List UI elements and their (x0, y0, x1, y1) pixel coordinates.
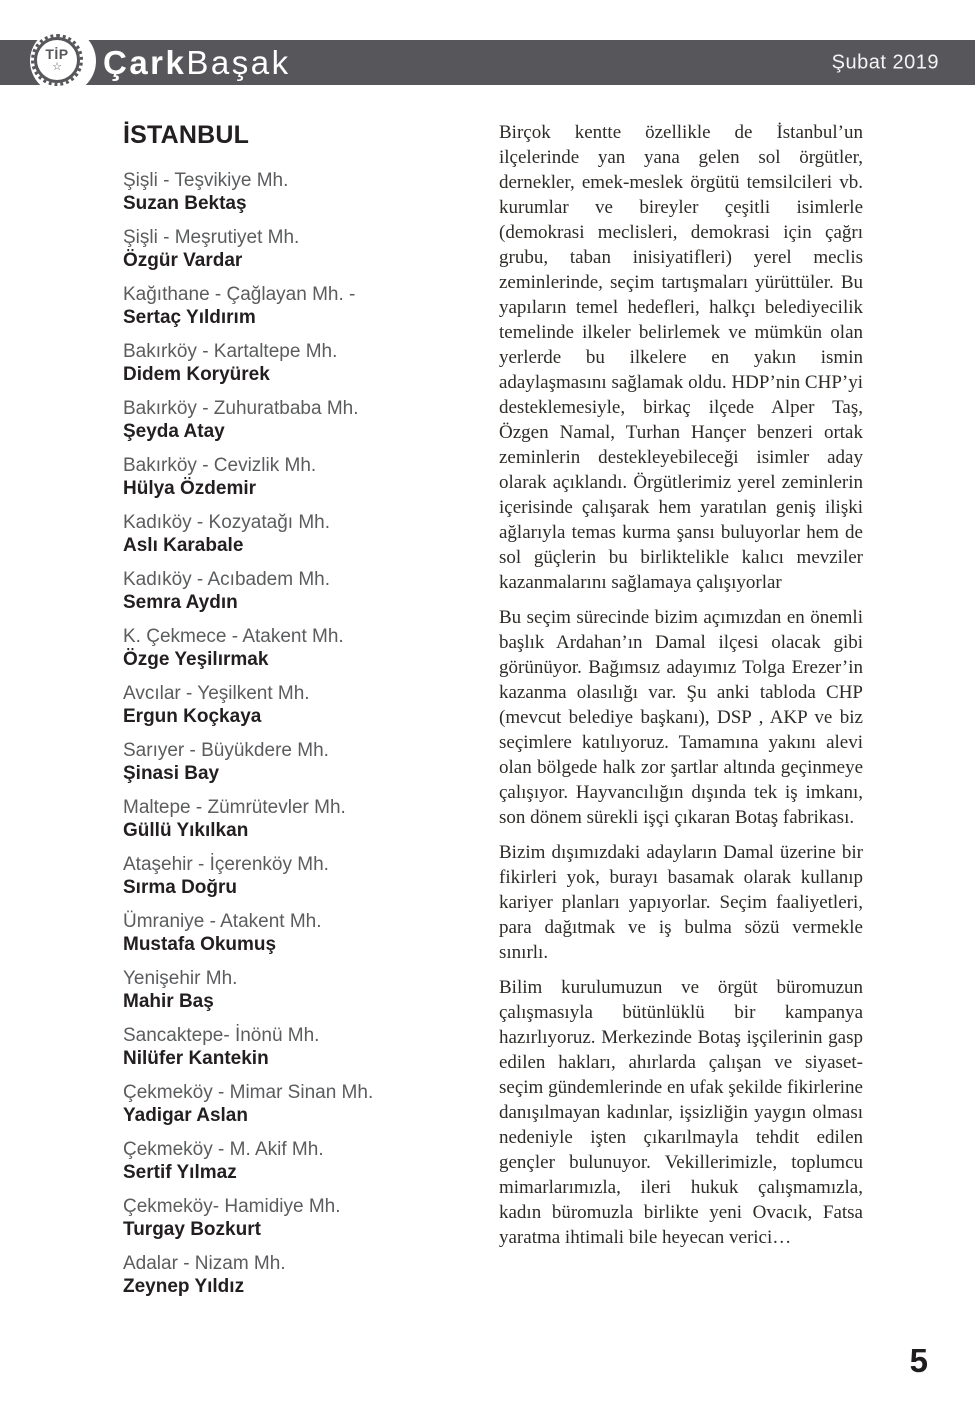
article-paragraph: Bu seçim sürecinde bizim açımızdan en önemli başlık Ardahan’ın Damal ilçesi olacak gibi görünüyor. Bağımsız adayımız Tolga Erezer’in kazanma olasılığı var. Şu anki tabloda CHP (mevcut belediye başkanı), DSP , AKP ve biz seçimlere katılıyoruz. Tamamına yakını alevi olan bölgede halk zor şartlar altında geçinmeye çalışıyor. Hayvancılığın dışında tek iş imkanı, son dönem sürekli işçi çıkaran Botaş fabrikası. (499, 607, 863, 828)
district-label: Çekmeköy - Mimar Sinan Mh. (123, 1082, 374, 1103)
district-label: Bakırköy - Zuhuratbaba Mh. (123, 398, 359, 419)
candidate-name: Özge Yeşilırmak (123, 649, 269, 670)
candidate-name: Özgür Vardar (123, 250, 243, 271)
district-label: K. Çekmece - Atakent Mh. (123, 626, 344, 647)
publication-title-light: Başak (186, 43, 291, 81)
page-number: 5 (909, 1342, 928, 1379)
candidate-name: Sertaç Yıldırım (123, 307, 256, 328)
district-label: Adalar - Nizam Mh. (123, 1253, 286, 1274)
list-item (123, 1195, 468, 1241)
list-item (123, 739, 468, 785)
list-item (123, 967, 468, 1013)
district-label: Bakırköy - Kartaltepe Mh. (123, 341, 338, 362)
candidate-name: Mahir Baş (123, 991, 214, 1012)
candidate-name: Nilüfer Kantekin (123, 1048, 269, 1069)
candidate-name: Didem Koryürek (123, 364, 270, 385)
candidate-column (123, 121, 468, 1309)
candidate-name: Aslı Karabale (123, 535, 244, 556)
list-item (123, 283, 468, 329)
list-item (123, 340, 468, 386)
district-label: Avcılar - Yeşilkent Mh. (123, 683, 310, 704)
district-label: Çekmeköy- Hamidiye Mh. (123, 1196, 341, 1217)
district-label: Sarıyer - Büyükdere Mh. (123, 740, 329, 761)
article-paragraph: Birçok kentte özellikle de İstanbul’un ilçelerinde yan yana gelen sol örgütler, dernekler, emek-meslek örgütü temsilcileri vb. kurumlar ve bireyler çeşitli isimlerle (demokrasi meclisleri, demokrasi için çağrı grubu, taban inisiyatifleri) yerel meclis zeminlerinde, seçim tartışmaları yürüttüler. Bu yapıların temel hedefleri, halkçı belediyecilik temelinde ilkeler belirlemek ve mümkün olan yerlerde bu ilkelere en yakın ismin adaylaşmasını sağlamak oldu. HDP’nin CHP’yi desteklemesiyle, birkaç ilçede Alper Taş, Özgen Namal, Turhan Hançer benzeri ortak zeminlerin destekleyebileceği isimler aday olarak açıklandı. Örgütlerimiz yerel zeminlerin içerisinde çalışarak hem yaratılan geniş ilişki ağlarıyla temas kurma şansı buluyorlar hem de sol güçlerin bu birliktelikle kalıcı mevziler kazanmalarını sağlamaya çalışıyorlar (499, 122, 863, 593)
publication-title-bold: Çark (103, 43, 187, 81)
candidate-name: Hülya Özdemir (123, 478, 257, 499)
candidate-name: Semra Aydın (123, 592, 238, 613)
candidate-name: Yadigar Aslan (123, 1105, 248, 1126)
tip-logo (30, 28, 96, 94)
masthead-bar (0, 40, 975, 85)
section-title: İSTANBUL (123, 121, 250, 149)
tip-logo-text: TİP (45, 46, 69, 62)
district-label: Kağıthane - Çağlayan Mh. - (123, 284, 356, 305)
list-item (123, 796, 468, 842)
candidate-name: Sertif Yılmaz (123, 1162, 237, 1183)
list-item (123, 1138, 468, 1184)
list-item (123, 910, 468, 956)
candidate-list (123, 169, 468, 1298)
district-label: Şişli - Meşrutiyet Mh. (123, 227, 300, 248)
district-label: Yenişehir Mh. (123, 968, 238, 989)
list-item (123, 226, 468, 272)
district-label: Şişli - Teşvikiye Mh. (123, 170, 289, 191)
district-label: Çekmeköy - M. Akif Mh. (123, 1139, 324, 1160)
candidate-name: Sırma Doğru (123, 877, 238, 898)
district-label: Ataşehir - İçerenköy Mh. (123, 854, 329, 875)
list-item (123, 682, 468, 728)
candidate-name: Turgay Bozkurt (123, 1219, 261, 1240)
list-item (123, 511, 468, 557)
list-item (123, 397, 468, 443)
article-paragraph: Bilim kurulumuzun ve örgüt büromuzun çalışmasıyla bütünlüklü bir kampanya hazırlıyoruz. Merkezinde Botaş işçilerinin gasp edilen hakları, ahırlarda çalışan ve siyaset-seçim gündemlerinde en ufak şekilde fikirlerine danışılmayan kadınlar, işsizliğin yaygın olması nedeniyle işten çıkarılmayla tehdit edilen gençler bulunuyor. Vekillerimizle, toplumcu mimarlarımızla, ileri hukuk çalışmamızla, kadın büromuzla birlikte yeni Ovacık, Fatsa yaratma ihtimali bile heyecan verici… (499, 977, 863, 1248)
list-item (123, 1252, 468, 1298)
article-column (499, 120, 863, 1260)
district-label: Sancaktepe- İnönü Mh. (123, 1025, 320, 1046)
candidate-name: Mustafa Okumuş (123, 934, 277, 955)
issue-date: Şubat 2019 (831, 51, 939, 73)
list-item (123, 568, 468, 614)
list-item (123, 454, 468, 500)
candidate-name: Şeyda Atay (123, 421, 225, 442)
district-label: Maltepe - Zümrütevler Mh. (123, 797, 346, 818)
candidate-name: Suzan Bektaş (123, 193, 247, 214)
list-item (123, 853, 468, 899)
list-item (123, 1081, 468, 1127)
district-label: Kadıköy - Kozyatağı Mh. (123, 512, 330, 533)
district-label: Kadıköy - Acıbadem Mh. (123, 569, 330, 590)
list-item (123, 625, 468, 671)
district-label: Bakırköy - Cevizlik Mh. (123, 455, 317, 476)
list-item (123, 169, 468, 215)
tip-emblem-icon (34, 37, 80, 83)
candidate-name: Zeynep Yıldız (123, 1276, 245, 1297)
list-item (123, 1024, 468, 1070)
candidate-name: Şinasi Bay (123, 763, 220, 784)
candidate-name: Güllü Yıkılkan (123, 820, 249, 841)
district-label: Ümraniye - Atakent Mh. (123, 911, 322, 932)
candidate-name: Ergun Koçkaya (123, 706, 262, 727)
star-icon: ☆ (52, 61, 62, 73)
article-paragraph: Bizim dışımızdaki adayların Damal üzerine bir fikirleri yok, burayı basamak olarak kullanıp kariyer planları yapıyorlar. Seçim faaliyetleri, para dağıtmak ve iş bulma sözü vermekle sınırlı. (499, 842, 863, 963)
publication-title (103, 44, 291, 82)
